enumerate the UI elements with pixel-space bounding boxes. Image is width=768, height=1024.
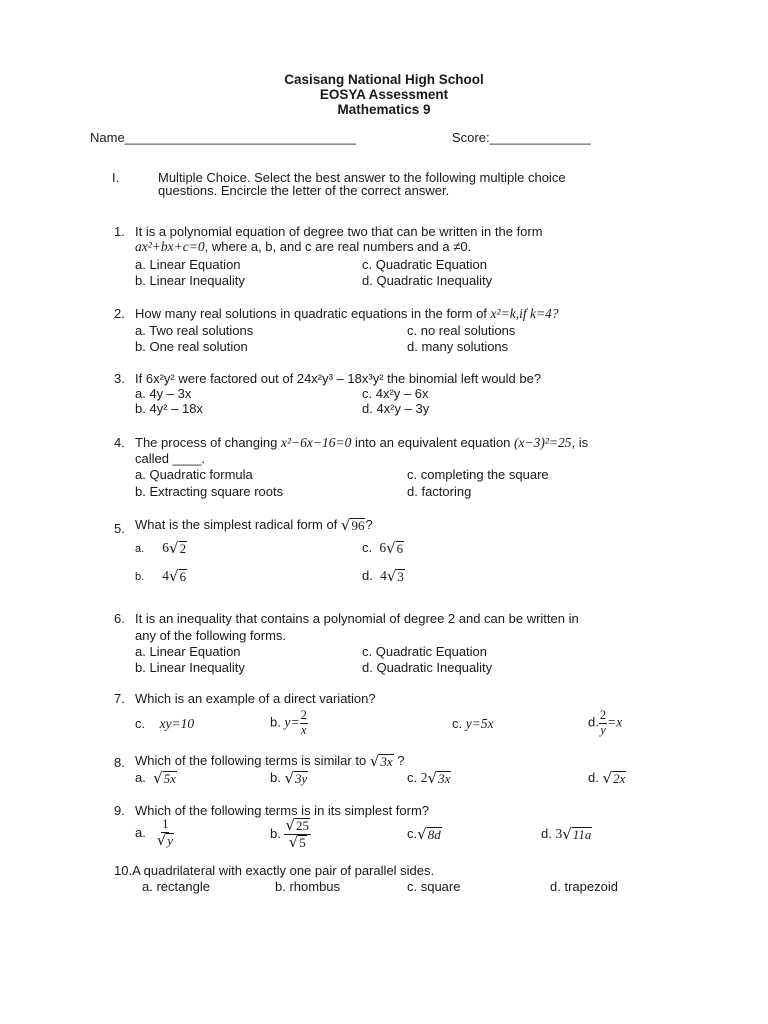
q9-option-b[interactable]: b. √ 25 √ 5 (270, 816, 310, 851)
q4-option-a[interactable]: a. Quadratic formula (135, 467, 253, 482)
q6-option-d[interactable]: d. Quadratic Inequality (362, 660, 493, 675)
question-6-line2: any of the following forms. (135, 628, 287, 643)
question-6-number: 6. (114, 611, 125, 626)
q8-option-a[interactable]: a. √ 5x (135, 768, 176, 787)
question-10-text: 10.A quadrilateral with exactly one pair of parallel sides. (114, 863, 435, 878)
subject-title: Mathematics 9 (337, 102, 431, 117)
q7-option-b[interactable]: b. y= $\frac{2}{x}$ (270, 708, 307, 737)
q10-option-d[interactable]: d. trapezoid (550, 879, 618, 894)
question-5-text: What is the simplest radical form of √ 96 ? (135, 515, 373, 534)
q9-option-d[interactable]: d. 3 √ 11a (541, 824, 592, 843)
question-9-number: 9. (114, 803, 125, 818)
question-8-number: 8. (114, 755, 125, 770)
question-6-text: It is an inequality that contains a polynomial of degree 2 and can be written in (135, 611, 579, 626)
question-1-text: It is a polynomial equation of degree two that can be written in the form (135, 224, 543, 239)
question-1-number: 1. (114, 224, 125, 239)
question-2-condition: if k=4? (519, 306, 559, 321)
question-3-text: If 6x²y² were factored out of 24x²y³ – 18x³y² the binomial left would be? (135, 371, 542, 386)
q5-option-c[interactable]: c. 6 √ 6 (362, 538, 404, 557)
question-7-number: 7. (114, 691, 125, 706)
question-8-text: Which of the following terms is similar to √ 3x ? (135, 751, 405, 770)
q7-option-c-first[interactable]: c. xy=10 (135, 716, 195, 731)
q7-option-c-second[interactable]: c. y=5x (452, 716, 494, 731)
question-4-line2: called ____. (135, 451, 206, 466)
q6-option-b[interactable]: b. Linear Inequality (135, 660, 245, 675)
name-field: Name________________________________ (90, 130, 357, 145)
question-7-text: Which is an example of a direct variation? (135, 691, 376, 706)
question-4-number: 4. (114, 435, 125, 450)
q3-option-d[interactable]: d. 4x²y – 3y (362, 401, 430, 416)
question-1-formula: ax²+bx+c=0 (135, 239, 205, 254)
question-2-number: 2. (114, 306, 125, 321)
q8-option-b[interactable]: b. √ 3y (270, 768, 308, 787)
radical-96: √ 96 (340, 515, 365, 534)
q10-option-b[interactable]: b. rhombus (275, 879, 341, 894)
question-5-number: 5. (114, 521, 125, 536)
assessment-title: EOSYA Assessment (319, 87, 449, 102)
q4-option-d[interactable]: d. factoring (407, 484, 472, 499)
question-4-formula-1: x²−6x−16=0 (281, 435, 352, 450)
q2-option-b[interactable]: b. One real solution (135, 339, 248, 354)
q7-option-d[interactable]: d. $\frac{2}{y}$ =x (588, 708, 623, 737)
q3-option-b[interactable]: b. 4y² – 18x (135, 401, 203, 416)
q4-option-b[interactable]: b. Extracting square roots (135, 484, 284, 499)
q9-option-c[interactable]: c. √ 8d (407, 824, 441, 843)
score-field: Score:______________ (452, 130, 591, 145)
q8-option-c[interactable]: c. 2 √ 3x (407, 768, 451, 787)
question-3-number: 3. (114, 371, 125, 386)
q2-option-d[interactable]: d. many solutions (407, 339, 509, 354)
question-4-formula-2: (x−3)²=25 (514, 435, 572, 450)
q10-option-c[interactable]: c. square (407, 879, 461, 894)
q2-option-c[interactable]: c. no real solutions (407, 323, 516, 338)
school-name: Casisang National High School (284, 72, 484, 87)
q3-option-a[interactable]: a. 4y – 3x (135, 386, 192, 401)
question-2-text: How many real solutions in quadratic equations in the form of x²=k,if k=4? (135, 306, 559, 321)
section-instructions-line2: questions. Encircle the letter of the correct answer. (158, 183, 450, 198)
q5-option-d[interactable]: d. 4 √ 3 (362, 566, 404, 585)
q10-option-a[interactable]: a. rectangle (142, 879, 210, 894)
q2-option-a[interactable]: a. Two real solutions (135, 323, 254, 338)
q1-option-b[interactable]: b. Linear Inequality (135, 273, 245, 288)
q5-option-a[interactable]: a. 6 √ 2 (135, 538, 187, 557)
q6-option-a[interactable]: a. Linear Equation (135, 644, 241, 659)
question-1-line2: ax²+bx+c=0, where a, b, and c are real numbers and a ≠0. (135, 239, 472, 254)
q4-option-c[interactable]: c. completing the square (407, 467, 549, 482)
q1-option-a[interactable]: a. Linear Equation (135, 257, 241, 272)
q3-option-c[interactable]: c. 4x²y – 6x (362, 386, 429, 401)
section-numeral: I. (112, 170, 120, 185)
question-9-text: Which of the following terms is in its simplest form? (135, 803, 430, 818)
q8-option-d[interactable]: d. √ 2x (588, 768, 626, 787)
q6-option-c[interactable]: c. Quadratic Equation (362, 644, 488, 659)
question-4-text: The process of changing x²−6x−16=0 into an equivalent equation (x−3)²=25, is (135, 435, 589, 450)
section-instructions-line1: Multiple Choice. Select the best answer to the following multiple choice (158, 170, 566, 185)
q5-option-b[interactable]: b. 4 √ 6 (135, 566, 187, 585)
q1-option-c[interactable]: c. Quadratic Equation (362, 257, 488, 272)
q9-option-a[interactable]: a. 1 √ y (135, 817, 174, 849)
question-2-formula: x²=k, (490, 306, 520, 321)
q1-option-d[interactable]: d. Quadratic Inequality (362, 273, 493, 288)
